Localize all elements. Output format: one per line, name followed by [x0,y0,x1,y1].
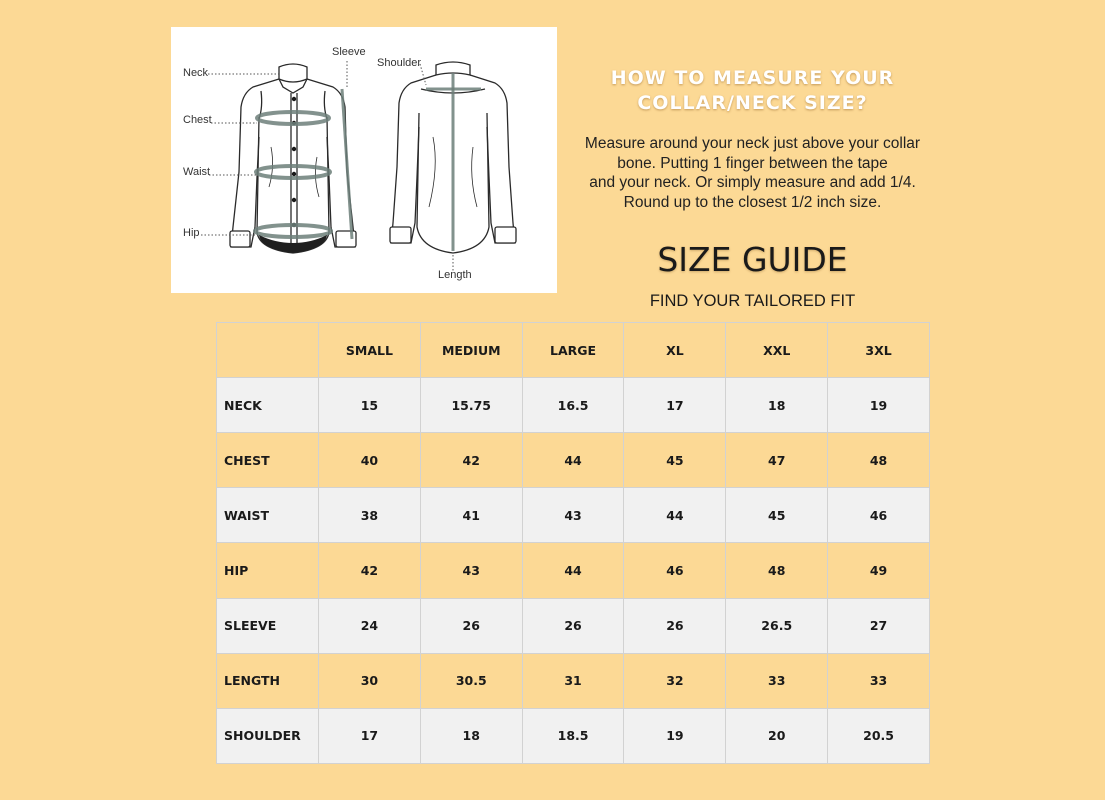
shirt-measurement-diagram [171,27,557,293]
table-cell: 26 [624,598,726,653]
table-cell: 44 [522,433,624,488]
header-cell-small: SMALL [319,323,421,378]
table-row [217,598,930,653]
table-cell: 38 [319,488,421,543]
instruction-line: Measure around your neck just above your collar [584,135,921,152]
row-label-waist: WAIST [217,488,319,543]
shirt-illustration [171,27,557,293]
table-cell: 33 [726,653,828,708]
table-cell: 43 [420,543,522,598]
table-row [217,433,930,488]
length-label: Length [438,269,472,281]
row-label-length: LENGTH [217,653,319,708]
shirt-buttons [292,97,296,227]
table-cell: 33 [828,653,930,708]
table-cell: 15 [319,378,421,433]
table-cell: 24 [319,598,421,653]
hip-label: Hip [183,227,200,239]
table-cell: 26.5 [726,598,828,653]
table-row [217,543,930,598]
header-cell-3xl: 3XL [828,323,930,378]
measure-instructions [565,134,940,212]
measure-title-line-2: COLLAR/NECK SIZE? [637,92,868,114]
row-label-shoulder: SHOULDER [217,708,319,763]
header-cell-medium: MEDIUM [420,323,522,378]
measure-title-line-1: HOW TO MEASURE YOUR [610,67,895,89]
instruction-line: bone. Putting 1 finger between the tape [617,154,888,172]
table-cell: 18.5 [522,708,624,763]
header-cell-xl: XL [624,323,726,378]
waist-label: Waist [183,166,211,178]
size-guide-subtitle: FIND YOUR TAILORED FIT [649,292,856,310]
header-cell-large: LARGE [522,323,624,378]
table-cell: 30 [319,653,421,708]
table-cell: 48 [726,543,828,598]
table-cell: 17 [624,378,726,433]
table-cell: 26 [522,598,624,653]
table-cell: 19 [828,378,930,433]
table-cell: 41 [420,488,522,543]
header-cell-empty [217,323,319,378]
instruction-line: Round up to the closest 1/2 inch size. [623,193,882,211]
row-label-sleeve: SLEEVE [217,598,319,653]
size-guide-table [216,322,930,764]
table-cell: 31 [522,653,624,708]
table-cell: 20.5 [828,708,930,763]
sleeve-label: Sleeve [332,46,366,58]
table-cell: 18 [726,378,828,433]
table-cell: 17 [319,708,421,763]
table-cell: 43 [522,488,624,543]
table-cell: 30.5 [420,653,522,708]
table-cell: 19 [624,708,726,763]
table-cell: 46 [624,543,726,598]
table-header-row [217,323,930,378]
table-cell: 45 [624,433,726,488]
instruction-line: and your neck. Or simply measure and add 1/4. [589,174,916,191]
neck-label: Neck [183,67,209,79]
table-cell: 27 [828,598,930,653]
chest-label: Chest [183,114,212,126]
row-label-chest: CHEST [217,433,319,488]
table-cell: 45 [726,488,828,543]
table-cell: 26 [420,598,522,653]
table-cell: 20 [726,708,828,763]
table-cell: 18 [420,708,522,763]
table-cell: 42 [319,543,421,598]
table-cell: 46 [828,488,930,543]
table-cell: 48 [828,433,930,488]
row-label-neck: NECK [217,378,319,433]
table-cell: 44 [624,488,726,543]
table-cell: 47 [726,433,828,488]
table-row [217,488,930,543]
table-cell: 40 [319,433,421,488]
table-cell: 49 [828,543,930,598]
size-guide-title: SIZE GUIDE [657,240,848,279]
measure-collar-title [560,66,945,116]
table-cell: 42 [420,433,522,488]
header-cell-xxl: XXL [726,323,828,378]
table-row [217,378,930,433]
table-cell: 44 [522,543,624,598]
shoulder-label: Shoulder [377,57,422,69]
table-cell: 15.75 [420,378,522,433]
table-cell: 32 [624,653,726,708]
table-cell: 16.5 [522,378,624,433]
row-label-hip: HIP [217,543,319,598]
table-row [217,653,930,708]
table-row [217,708,930,763]
